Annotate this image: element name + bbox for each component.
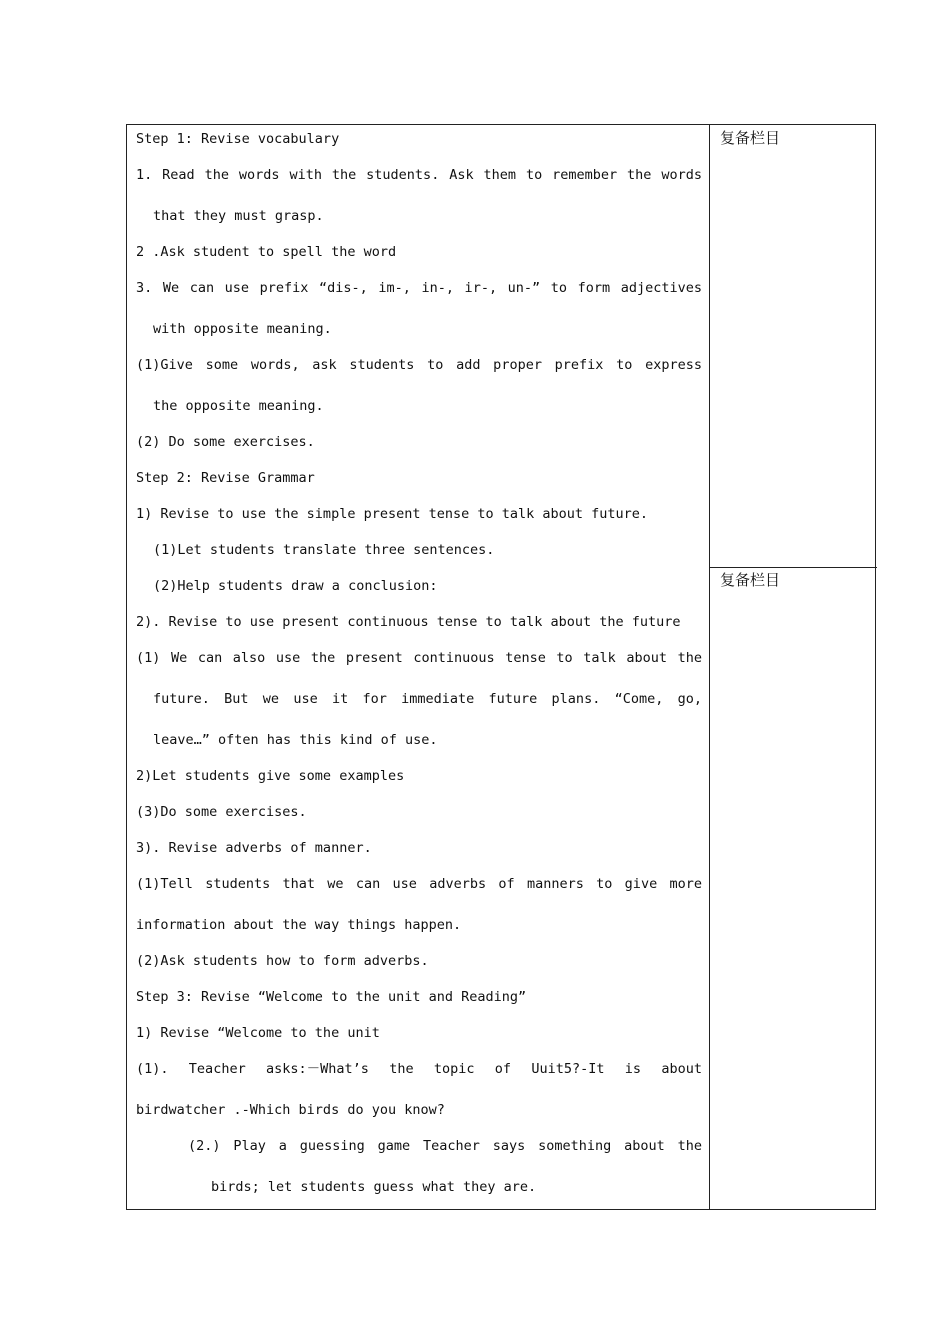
text-line: (2)Help students draw a conclusion: (153, 578, 438, 594)
text-line: (1). Teacher asks:－What’s the topic of Uuit5?-It is about (136, 1061, 702, 1077)
text-line: future. But we use it for immediate future plans. “Come, go, (153, 691, 702, 707)
text-line: 1) Revise “Welcome to the unit (136, 1025, 380, 1041)
text-line: birds; let students guess what they are. (211, 1179, 537, 1195)
step-2-heading: Step 2: Revise Grammar (136, 470, 315, 486)
text-line: the opposite meaning. (153, 398, 324, 414)
text-line: (1)Let students translate three sentences. (153, 542, 495, 558)
text-line: (2.) Play a guessing game Teacher says something about the (188, 1138, 702, 1154)
text-line: 2). Revise to use present continuous tense to talk about the future (136, 614, 681, 630)
text-line: leave…” often has this kind of use. (153, 732, 438, 748)
text-line: (1)Tell students that we can use adverbs of manners to give more (136, 876, 702, 892)
text-line: (1) We can also use the present continuous tense to talk about the (136, 650, 702, 666)
text-line: information about the way things happen. (136, 917, 462, 933)
text-line: with opposite meaning. (153, 321, 332, 337)
text-line: 1. Read the words with the students. Ask them to remember the words (136, 167, 702, 183)
text-line: that they must grasp. (153, 208, 324, 224)
text-line: (1)Give some words, ask students to add proper prefix to express (136, 357, 702, 373)
side-label-1: 复备栏目 (720, 129, 781, 147)
text-line: (3)Do some exercises. (136, 804, 307, 820)
side-row-divider (710, 567, 877, 568)
step-3-heading: Step 3: Revise “Welcome to the unit and Reading” (136, 989, 527, 1005)
text-line: 2)Let students give some examples (136, 768, 405, 784)
text-line: (2)Ask students how to form adverbs. (136, 953, 429, 969)
lesson-table (126, 124, 876, 1210)
text-line: 2 .Ask student to spell the word (136, 244, 397, 260)
text-line: 3. We can use prefix “dis-, im-, in-, ir-, un-” to form adjectives (136, 280, 702, 296)
text-line: 3). Revise adverbs of manner. (136, 840, 372, 856)
text-line: 1) Revise to use the simple present tense to talk about future. (136, 506, 649, 522)
side-label-2: 复备栏目 (720, 571, 781, 589)
text-line: (2) Do some exercises. (136, 434, 315, 450)
step-1-heading: Step 1: Revise vocabulary (136, 131, 340, 147)
text-line: birdwatcher .-Which birds do you know? (136, 1102, 445, 1118)
column-divider (709, 125, 710, 1209)
